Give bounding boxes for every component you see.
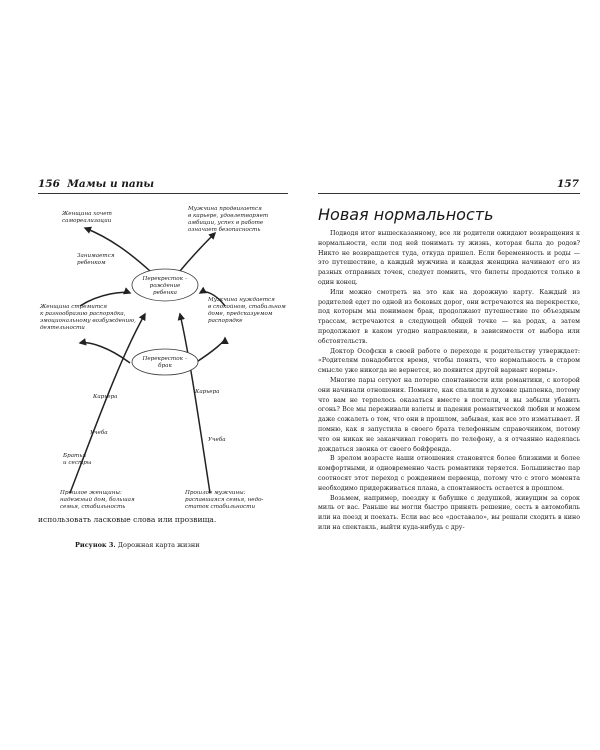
label-woman-past-1: Прошлое женщины:: [60, 490, 122, 496]
hub-birth-line-3: ребенка: [153, 290, 177, 296]
label-man-career-2: в карьере, удовлетворяет: [188, 213, 269, 219]
label-woman-self-realization-1: Женщина хочет: [62, 211, 112, 217]
label-study-right: Учеба: [208, 437, 226, 443]
label-man-stability-2: в спокойном, стабильном: [208, 304, 286, 310]
label-siblings-1: Братья: [63, 453, 87, 459]
hub-marriage-line-2: брак: [158, 363, 172, 369]
figure-caption: [75, 541, 200, 549]
paragraph: Подводя итог вышесказанному, все ли родители ожидают возвращения к нормальности, если под ней понимать ту жизнь, которая была до родов? Никто не возвращается туда, откуда пришел. Если беременность и роды — это путешествие, а каждый мужчина и каждая женщина начинают его из разных отправных точек, следует помнить, что билеты продаются только в один конец.: [318, 230, 580, 286]
label-career-right: Карьера: [195, 389, 220, 395]
label-man-career-4: означает безопасность: [188, 227, 261, 233]
label-man-stability-1: Мужчина нуждается: [208, 297, 275, 303]
paragraph: В зрелом возрасте наши отношения становятся более близкими и более комфортными, и одновременно часть романтики теряется. Большинство пар соотносят этот переход с рождением первенца, потому что с этого момента необходимо придерживаться плана, а спонтанность остается в прошлом.: [318, 455, 580, 492]
hub-birth-line-2: рождение: [149, 283, 181, 289]
label-woman-variety-1: Женщина стремится: [40, 304, 107, 310]
right-header-rule: [318, 193, 580, 194]
label-man-career-3: амбиции, успех в работе: [188, 220, 264, 226]
figure-caption-text: Дорожная карта жизни: [117, 541, 200, 549]
left-bottom-text-line: использовать ласковые слова или прозвища.: [38, 515, 217, 524]
label-woman-past-2: надежный дом, большая: [60, 497, 135, 503]
label-child-care-2: ребенком: [77, 260, 106, 266]
left-running-title: Мамы и папы: [67, 178, 155, 190]
section-heading: Новая нормальность: [318, 205, 494, 224]
label-woman-variety-4: деятельности: [40, 325, 85, 331]
arrow-man-to-marriage: [180, 314, 210, 493]
paragraph: Доктор Ософски в своей работе о переходе к родительству утверждает: «Родителям понадобится время, чтобы понять, что нормальность в старом смысле уже никогда не вернется, но появится другой вариант нормы».: [318, 347, 580, 375]
arrow-marriage-to-man-stability: [195, 338, 225, 363]
label-woman-variety-3: эмоциональному возбуждению,: [40, 318, 136, 324]
right-page-number: 157: [557, 178, 579, 190]
label-man-stability-4: распорядке: [208, 318, 243, 324]
figure-caption-label: Рисунок 3.: [75, 541, 116, 549]
label-woman-self-realization-2: самореализации: [62, 218, 112, 224]
label-career-left: Карьера: [93, 394, 118, 400]
paragraph: Многие пары сетуют на потерю спонтанности или романтики, с которой они начинали отношения. Помните, как спалили в духовке цыпленка, потому что вам не терпелось оказаться вместе в постели, и вы забыли убавить огонь? Все мы переживали взлеты и падения романтической любви и можем даже сожалеть о том, что они в прошлом, забывая, как все это изматывает. Я помню, как я запустила в своего брата телефонным справочником, потому что он никак не заканчивал говорить по телефону, а я отчаянно надеялась дождаться звонка от своего бойфренда.: [318, 376, 580, 453]
left-running-head: [38, 178, 154, 190]
label-man-stability-3: доме, предсказуемом: [208, 311, 273, 317]
arrow-woman-to-marriage: [70, 314, 145, 493]
hub-marriage-line-1: Перекресток –: [142, 356, 188, 362]
paragraph: Возьмем, например, поездку к бабушке с дедушкой, живущим за сорок миль от вас. Раньше вы могли быстро принять решение, сесть в автомобиль или на поезд и поехать. Если вас все «доставало», вы решали сходить в кино или на спектакль, выйти куда-нибудь с дру-: [318, 494, 580, 531]
left-page-number: 156: [38, 178, 60, 190]
label-study-left: Учеба: [90, 430, 108, 436]
label-child-care-1: Занимается: [77, 253, 115, 259]
label-woman-variety-2: к разнообразию распорядка,: [40, 311, 126, 317]
arrow-birth-to-man: [180, 233, 215, 271]
label-woman-past-3: семья, стабильность: [60, 504, 126, 510]
label-man-past-3: статок стабильности: [185, 504, 256, 510]
label-man-past-1: Прошлое мужчины:: [185, 490, 246, 496]
label-man-career-1: Мужчина продвигается: [188, 206, 262, 212]
paragraph: Или можно смотреть на это как на дорожную карту. Каждый из родителей едет по одной из боковых дорог, они встречаются на перекрестке, под которым мы понимаем брак, продолжают путешествие по объездным трассам, встречаются в следующей общей точке — на родах, а затем продолжают в каком угодно направлении, в зависимости от выбора или обстоятельств.: [318, 288, 580, 345]
left-header-rule: [38, 193, 288, 194]
label-siblings-2: и сестры: [63, 460, 92, 466]
road-map-diagram: [0, 198, 300, 528]
label-man-past-2: распавшаяся семья, недо-: [185, 497, 264, 503]
hub-birth-line-1: Перекресток –: [142, 276, 188, 282]
hub-marriage-crossroads: [132, 349, 198, 375]
body-text: [318, 229, 580, 533]
